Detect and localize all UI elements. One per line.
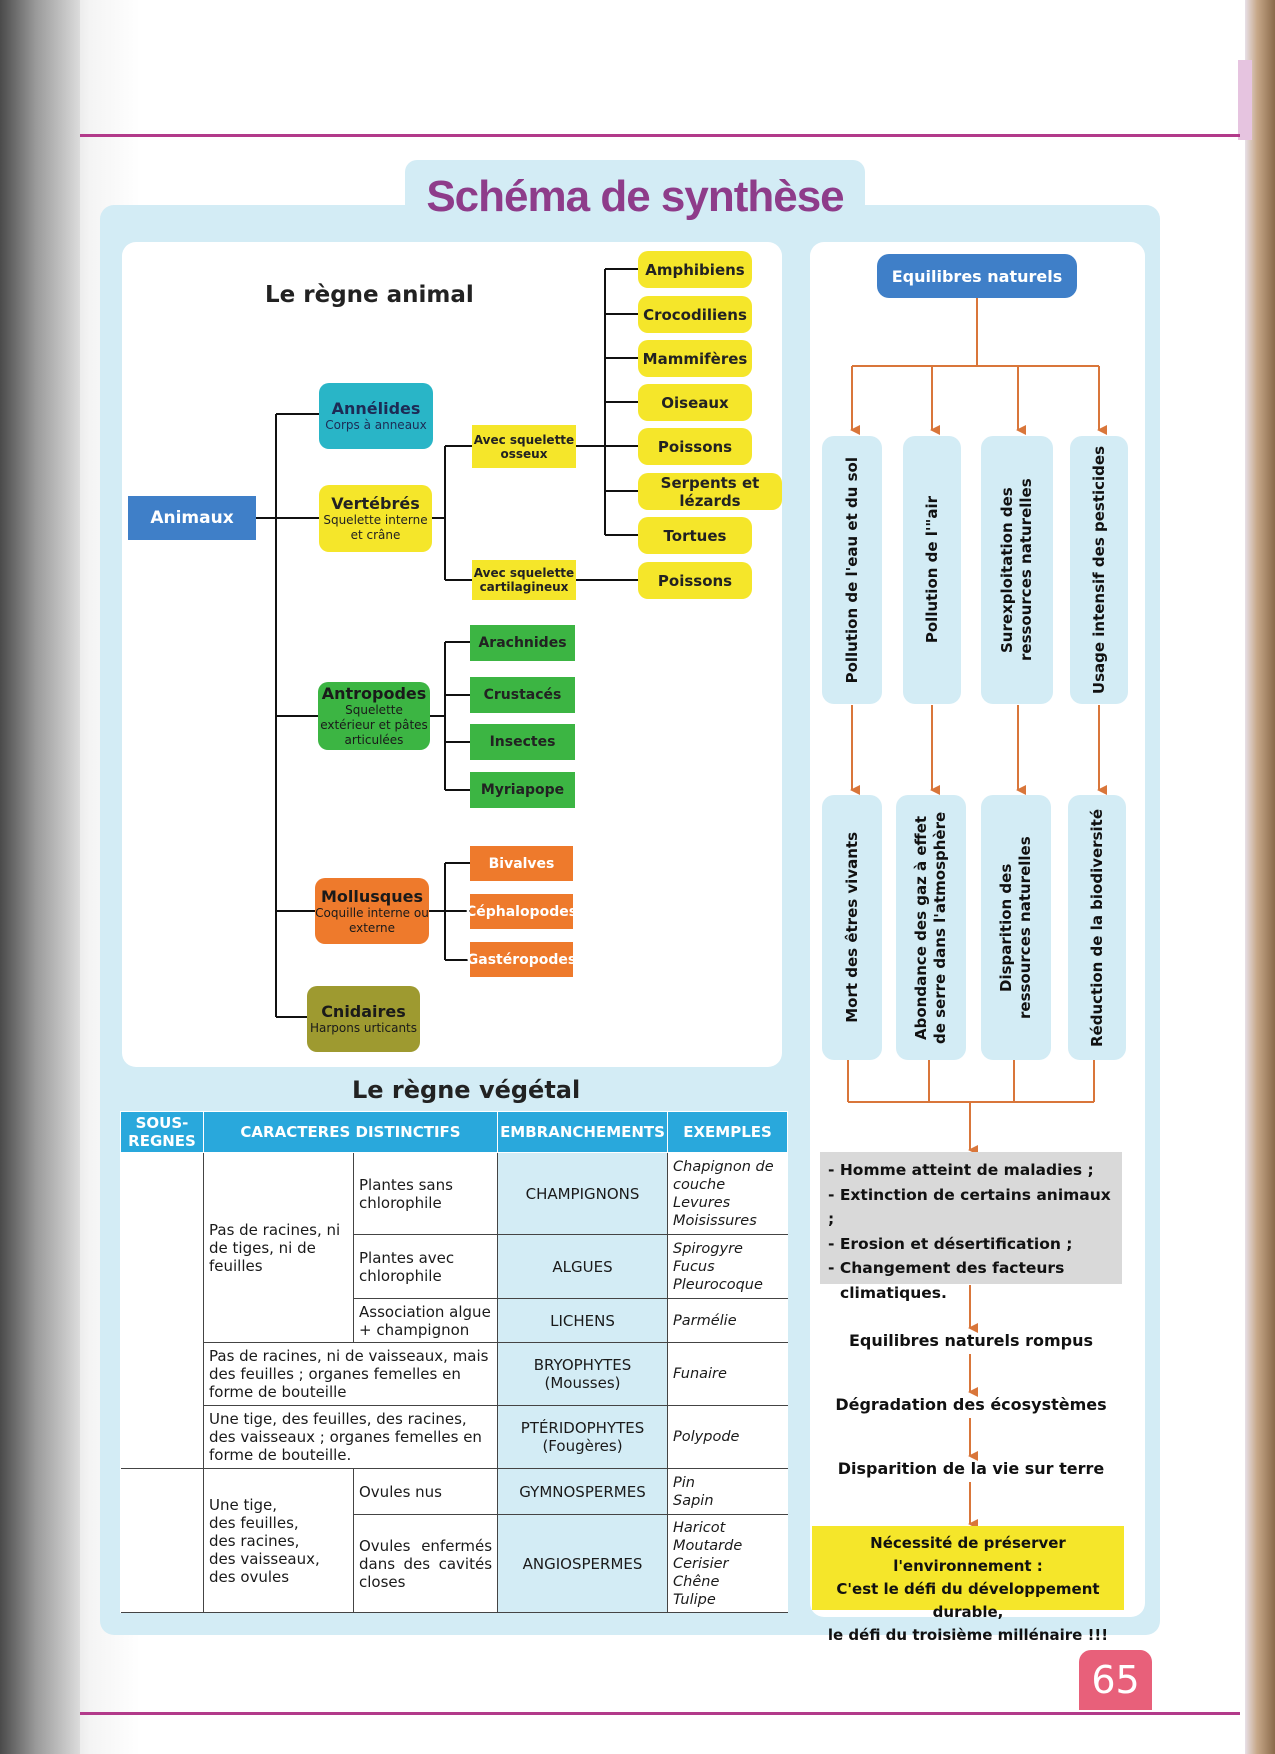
conclusion-line: le défi du troisième millénaire !!! bbox=[827, 1626, 1109, 1644]
animals-root-box: Animaux bbox=[128, 496, 256, 540]
group-annelides bbox=[319, 383, 433, 449]
characteristic-cell: Une tige, des feuilles, des racines, des vaisseaux ; organes femelles en forme de bouteille. bbox=[204, 1406, 498, 1469]
characteristic-cell bbox=[204, 1469, 354, 1613]
examples-cell bbox=[668, 1235, 788, 1299]
header-rule bbox=[80, 134, 1240, 137]
table-row bbox=[121, 1469, 788, 1515]
example-item: Spirogyre bbox=[673, 1240, 743, 1257]
group-description: Squelette interne et crâne bbox=[323, 513, 428, 542]
column-header: CARACTERES DISTINCTIFS bbox=[204, 1112, 498, 1153]
footer-rule bbox=[80, 1712, 1240, 1715]
class-bivalves: Bivalves bbox=[470, 846, 573, 881]
consequence-item: - Erosion et désertification ; bbox=[828, 1234, 1073, 1253]
consequence-item: - Extinction de certains animaux ; bbox=[828, 1185, 1111, 1228]
branch-cell bbox=[498, 1406, 668, 1469]
class-oiseaux: Oiseaux bbox=[638, 384, 752, 421]
equilibres-root-box: Equilibres naturels bbox=[877, 254, 1077, 298]
class-serpents-lezards: Serpents et lézards bbox=[638, 473, 782, 510]
characteristic-cell: Association algue + champignon bbox=[354, 1299, 498, 1343]
book-spine-shadow bbox=[0, 0, 80, 1754]
cause-column bbox=[903, 436, 961, 704]
effect-label: Mort des êtres vivants bbox=[842, 832, 861, 1023]
group-name: Cnidaires bbox=[321, 1002, 406, 1021]
cause-label: Pollution de l'eau et du sol bbox=[842, 456, 861, 684]
chain-step: Dégradation des écosystèmes bbox=[835, 1395, 1107, 1414]
example-item: Chêne bbox=[673, 1573, 720, 1590]
characteristic-line: des vaisseaux, bbox=[209, 1549, 320, 1568]
consequence-item: - Changement des facteurs bbox=[828, 1259, 1065, 1277]
example-item: Fucus bbox=[673, 1258, 715, 1275]
group-description: Harpons urticants bbox=[309, 1021, 418, 1035]
group-mollusques bbox=[315, 878, 429, 944]
class-gasteropodes: Gastéropodes bbox=[470, 942, 573, 977]
characteristic-cell: Pas de racines, ni de vaisseaux, mais des feuilles ; organes femelles en forme de bouteille bbox=[204, 1343, 498, 1406]
column-header: EXEMPLES bbox=[668, 1112, 788, 1153]
cartilage-skeleton-box: Avec squelette cartilagineux bbox=[472, 560, 576, 600]
class-arachnides: Arachnides bbox=[470, 625, 575, 661]
example-item: Tulipe bbox=[673, 1591, 716, 1608]
characteristic-cell: Ovules enfermés dans des cavités closes bbox=[354, 1515, 498, 1613]
conclusion-line: C'est le défi du développement durable, bbox=[836, 1580, 1100, 1621]
vegetal-heading: Le règne végétal bbox=[352, 1076, 581, 1104]
example-item: Moisissures bbox=[673, 1212, 757, 1229]
example-item: Pin bbox=[673, 1474, 695, 1491]
page-edge bbox=[1245, 0, 1275, 1754]
group-description: Coquille interne ou externe bbox=[315, 905, 429, 935]
branch-cell: LICHENS bbox=[498, 1299, 668, 1343]
column-header: EMBRANCHEMENTS bbox=[498, 1112, 668, 1153]
page-number: 65 bbox=[1079, 1650, 1152, 1710]
table-row bbox=[121, 1406, 788, 1469]
cause-label: Pollution de l'"air bbox=[922, 496, 941, 644]
example-item: Pleurocoque bbox=[673, 1276, 763, 1293]
group-name: Mollusques bbox=[320, 886, 423, 906]
characteristic-cell: Plantes avec chlorophile bbox=[354, 1235, 498, 1299]
examples-cell bbox=[668, 1153, 788, 1235]
class-crocodiliens: Crocodiliens bbox=[638, 296, 752, 333]
animal-heading: Le règne animal bbox=[265, 282, 474, 308]
branch-name: BRYOPHYTES bbox=[533, 1356, 632, 1374]
branch-cell: ANGIOSPERMES bbox=[498, 1515, 668, 1613]
group-name: Vertébrés bbox=[331, 494, 420, 513]
effect-column bbox=[896, 795, 966, 1060]
example-item: Moutarde bbox=[673, 1537, 743, 1554]
group-cnidaires bbox=[307, 986, 420, 1052]
table-row bbox=[121, 1343, 788, 1406]
chain-step: Equilibres naturels rompus bbox=[849, 1331, 1093, 1350]
class-crustaces: Crustacés bbox=[470, 677, 575, 713]
class-mammiferes: Mammifères bbox=[638, 340, 752, 377]
branch-cell bbox=[498, 1343, 668, 1406]
conclusion-line: Nécessité de préserver l'environnement : bbox=[870, 1534, 1066, 1575]
effect-column bbox=[822, 795, 882, 1060]
branch-common-name: (Fougères) bbox=[542, 1437, 623, 1455]
branch-cell: ALGUES bbox=[498, 1235, 668, 1299]
group-description: Squelette extérieur et pâtes articulées bbox=[320, 703, 428, 747]
consequence-item: climatiques. bbox=[840, 1283, 947, 1302]
chain-step: Disparition de la vie sur terre bbox=[837, 1459, 1105, 1478]
characteristic-cell: Ovules nus bbox=[354, 1469, 498, 1515]
group-name: Annélides bbox=[331, 399, 421, 418]
sub-kingdom-cell bbox=[121, 1153, 204, 1469]
class-poissons-osseux: Poissons bbox=[638, 428, 752, 465]
class-insectes: Insectes bbox=[470, 724, 575, 760]
group-antropodes bbox=[318, 682, 430, 750]
cause-column bbox=[822, 436, 882, 704]
effect-label: Réduction de la biodiversité bbox=[1087, 808, 1106, 1047]
examples-cell: Funaire bbox=[668, 1343, 788, 1406]
cause-label: Surexploitation des ressources naturelles bbox=[998, 478, 1035, 662]
bony-skeleton-box: Avec squelette osseux bbox=[472, 425, 576, 468]
cause-label: Usage intensif des pesticides bbox=[1089, 445, 1108, 695]
example-item: Cerisier bbox=[673, 1555, 729, 1572]
branch-common-name: (Mousses) bbox=[544, 1374, 621, 1392]
characteristic-line: des feuilles, bbox=[209, 1513, 299, 1532]
characteristic-line: des ovules bbox=[209, 1567, 290, 1586]
vegetal-table bbox=[120, 1111, 788, 1613]
consequence-item: - Homme atteint de maladies ; bbox=[828, 1161, 1094, 1179]
example-item: Levures bbox=[673, 1194, 731, 1211]
characteristic-cell: Pas de racines, ni de tiges, ni de feuilles bbox=[204, 1153, 354, 1343]
group-vertebres bbox=[319, 485, 432, 552]
cause-column bbox=[981, 436, 1053, 704]
branch-cell: CHAMPIGNONS bbox=[498, 1153, 668, 1235]
table-header-row bbox=[121, 1112, 788, 1153]
effect-column bbox=[981, 795, 1051, 1060]
sub-kingdom-cell bbox=[121, 1469, 204, 1613]
examples-cell bbox=[668, 1469, 788, 1515]
example-item: Sapin bbox=[673, 1492, 714, 1509]
group-description: Corps à anneaux bbox=[325, 418, 427, 432]
page-edge-band bbox=[1238, 60, 1252, 140]
example-item: Haricot bbox=[673, 1519, 726, 1536]
examples-cell: Parmélie bbox=[668, 1299, 788, 1343]
group-name: Antropodes bbox=[321, 684, 427, 703]
example-item: Chapignon de couche bbox=[673, 1158, 774, 1193]
examples-cell: Polypode bbox=[668, 1406, 788, 1469]
class-poissons-cartilagineux: Poissons bbox=[638, 562, 752, 599]
branch-cell: GYMNOSPERMES bbox=[498, 1469, 668, 1515]
class-tortues: Tortues bbox=[638, 517, 752, 554]
effect-label: Abondance des gaz à effet de serre dans l'atmosphère bbox=[912, 811, 949, 1044]
column-header: SOUS-REGNES bbox=[121, 1112, 204, 1153]
effect-column bbox=[1068, 795, 1126, 1060]
branch-name: PTÉRIDOPHYTES bbox=[520, 1419, 645, 1437]
characteristic-line: Une tige, bbox=[209, 1495, 278, 1514]
class-myriapope: Myriapope bbox=[470, 772, 575, 808]
conclusion-box bbox=[812, 1526, 1124, 1644]
characteristic-cell: Plantes sans chlorophile bbox=[354, 1153, 498, 1235]
class-cephalopodes: Céphalopodes bbox=[470, 894, 573, 929]
characteristic-line: des racines, bbox=[209, 1531, 300, 1550]
class-amphibiens: Amphibiens bbox=[638, 251, 752, 288]
page-title: Schéma de synthèse bbox=[426, 172, 844, 221]
cause-column bbox=[1070, 436, 1128, 704]
effect-label: Disparition des ressources naturelles bbox=[997, 836, 1034, 1019]
consequences-box bbox=[820, 1152, 1122, 1302]
table-row bbox=[121, 1153, 788, 1235]
examples-cell bbox=[668, 1515, 788, 1613]
